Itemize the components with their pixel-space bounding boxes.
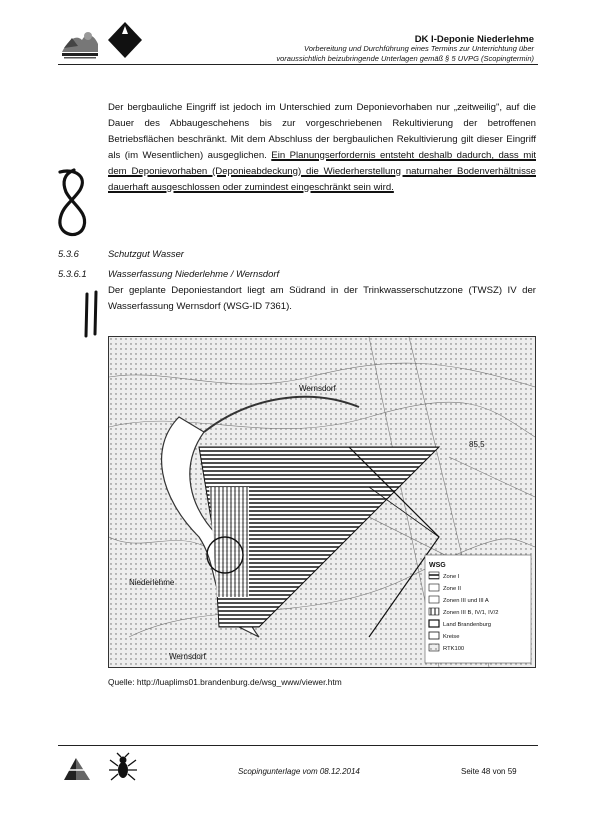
logo-icon: [62, 756, 92, 782]
header-logo-right: [106, 20, 144, 60]
paragraph-bergbau: [108, 100, 536, 197]
map-label-wernsdorf-north: Wernsdorf: [299, 384, 336, 393]
water-protection-map: [108, 336, 536, 668]
header-title: DK I-Deponie Niederlehme: [414, 34, 534, 45]
legend-item-zone-3: Zonen III und III A: [443, 598, 489, 604]
section-title-schutzgut-wasser: Schutzgut Wasser: [108, 248, 184, 259]
map-label-niederlehme: Niederlehme: [129, 578, 175, 587]
legend-item-rtk100: RTK100: [443, 646, 465, 652]
footer-rule: [58, 745, 538, 746]
legend-item-kreise: Kreise: [443, 634, 460, 640]
legend-item-zone-1: Zone I: [443, 574, 460, 580]
map-label-elevation: 85,5: [469, 440, 485, 449]
paragraph-bergbau-underlined: Ein Planungserfordernis entsteht deshalb dadurch, dass mit dem Deponievorhaben (Deponieabdeckung) die Wiederherstellung naturnaher Bodenverhältnisse dauerhaft ausgeschlossen oder zumindest eingeschränkt sein wird.: [108, 150, 536, 194]
header-rule: [58, 64, 538, 65]
header-logo-left: [58, 26, 102, 62]
paragraph-bergbau-text: Der bergbauliche Eingriff ist jedoch im Unterschied zum Deponievorhaben nur „zeitweilig", auf die Dauer des Abbaugeschehens bis zur vorgeschriebenen Rekultivierung der betroffenen Betriebsflächen beschränkt. Mit dem Abschluss der bergbaulichen Rekultivierung gilt dieser Eingriff als (im Wesentlichen) ausgeglichen.: [108, 102, 536, 162]
footer-page-number: Seite 48 von 59: [461, 767, 517, 776]
footer-logo-left: [62, 756, 92, 782]
map-source-caption: Quelle: http://luaplims01.brandenburg.de/wsg_www/viewer.htm: [108, 677, 342, 687]
insect-logo-icon: [108, 752, 138, 784]
footer-document-date: Scopingunterlage vom 08.12.2014: [238, 767, 360, 776]
header-subtitle: [204, 44, 534, 64]
paragraph-deponiestandort: Der geplante Deponiestandort liegt am Südrand in der Trinkwasserschutzzone (TWSZ) IV der Wasserfassung Wernsdorf (WSG-ID 7361).: [108, 285, 536, 313]
footer-logo-right: [108, 752, 138, 784]
legend-item-zone-3b: Zonen III B, IV/1, IV/2: [443, 610, 499, 616]
legend-title: WSG: [429, 562, 446, 569]
section-number-5-3-6-1: 5.3.6.1: [58, 268, 87, 279]
handwritten-double-bar-mark-icon: [82, 290, 102, 340]
landscape-logo-icon: [58, 26, 102, 62]
header-subtitle-line2: voraussichtlich beizubringende Unterlagen gemäß § 5 UVPG (Scopingtermin): [276, 54, 534, 63]
section-number-5-3-6: 5.3.6: [58, 248, 79, 259]
legend-item-zone-2: Zone II: [443, 586, 462, 592]
map-image: [109, 337, 535, 667]
legend-item-brandenburg: Land Brandenburg: [443, 622, 492, 628]
section-title-wasserfassung: Wasserfassung Niederlehme / Wernsdorf: [108, 268, 280, 279]
header-subtitle-line1: Vorbereitung und Durchführung eines Termins zur Unterrichtung über: [304, 44, 534, 53]
diamond-logo-icon: [106, 20, 144, 60]
map-label-wernsdorf-south: Wernsdorf: [169, 652, 206, 661]
handwritten-eight-mark-icon: [50, 166, 94, 244]
map-legend: [425, 555, 531, 663]
